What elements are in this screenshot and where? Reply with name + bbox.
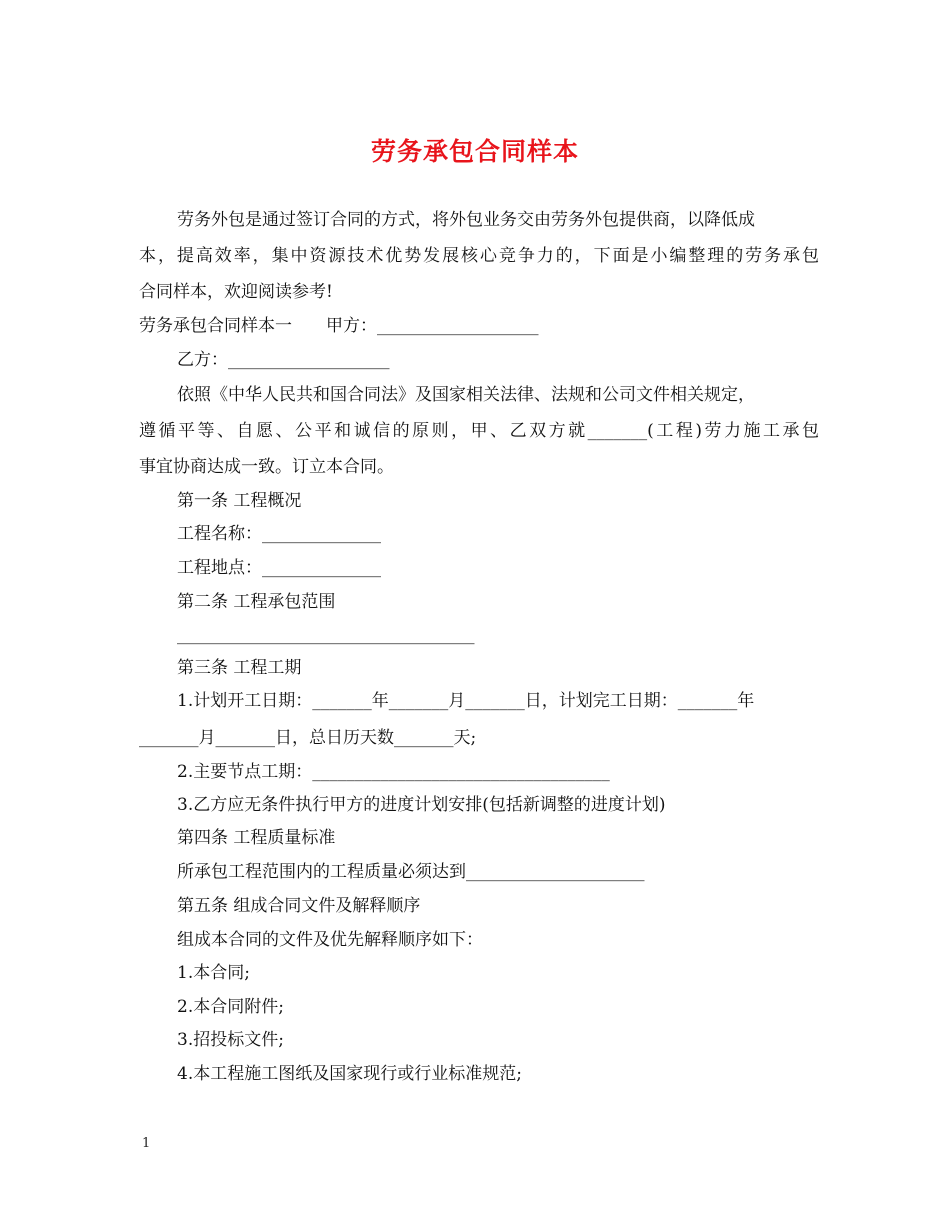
intro-line-1: 劳务外包是通过签订合同的方式，将外包业务交由劳务外包提供商，以降低成 <box>177 210 755 230</box>
schedule-line-2: _______月_______日，总日历天数_______天; <box>139 728 477 748</box>
article-4-heading: 第四条 工程质量标准 <box>177 828 336 848</box>
page-number: 1 <box>142 1136 151 1151</box>
project-location-line: 工程地点：______________ <box>177 558 381 578</box>
sample-heading: 劳务承包合同样本一 甲方：___________________ <box>139 316 539 336</box>
schedule-line-1: 1.计划开工日期：_______年_______月_______日，计划完工日期：_______年 <box>177 691 755 711</box>
project-name-line: 工程名称：______________ <box>177 524 381 544</box>
doc-item-1: 1.本合同; <box>177 963 250 983</box>
scope-blank-line: ___________________________________ <box>177 625 475 645</box>
intro-line-2: 本，提高效率，集中资源技术优势发展核心竞争力的，下面是小编整理的劳务承包 <box>139 246 819 266</box>
schedule-item-2: 2.主要节点工期：___________________________________ <box>177 762 610 782</box>
quality-standard-line: 所承包工程范围内的工程质量必须达到_____________________ <box>177 862 645 882</box>
intro-line-3: 合同样本，欢迎阅读参考! <box>139 282 333 302</box>
docs-intro-line: 组成本合同的文件及优先解释顺序如下： <box>177 930 483 950</box>
basis-line-3: 事宜协商达成一致。订立本合同。 <box>139 457 394 477</box>
document-title: 劳务承包合同样本 <box>370 137 579 166</box>
article-3-heading: 第三条 工程工期 <box>177 658 302 678</box>
doc-item-3: 3.招投标文件; <box>177 1030 284 1050</box>
schedule-item-3: 3.乙方应无条件执行甲方的进度计划安排(包括新调整的进度计划) <box>177 795 666 815</box>
article-5-heading: 第五条 组成合同文件及解释顺序 <box>177 896 421 916</box>
basis-line-2: 遵循平等、自愿、公平和诚信的原则，甲、乙双方就_______(工程)劳力施工承包 <box>139 421 819 441</box>
party-b-line: 乙方：___________________ <box>177 350 390 370</box>
doc-item-2: 2.本合同附件; <box>177 997 284 1017</box>
article-2-heading: 第二条 工程承包范围 <box>177 592 336 612</box>
basis-line-1: 依照《中华人民共和国合同法》及国家相关法律、法规和公司文件相关规定， <box>177 385 755 405</box>
article-1-heading: 第一条 工程概况 <box>177 491 302 511</box>
doc-item-4: 4.本工程施工图纸及国家现行或行业标准规范; <box>177 1064 522 1084</box>
